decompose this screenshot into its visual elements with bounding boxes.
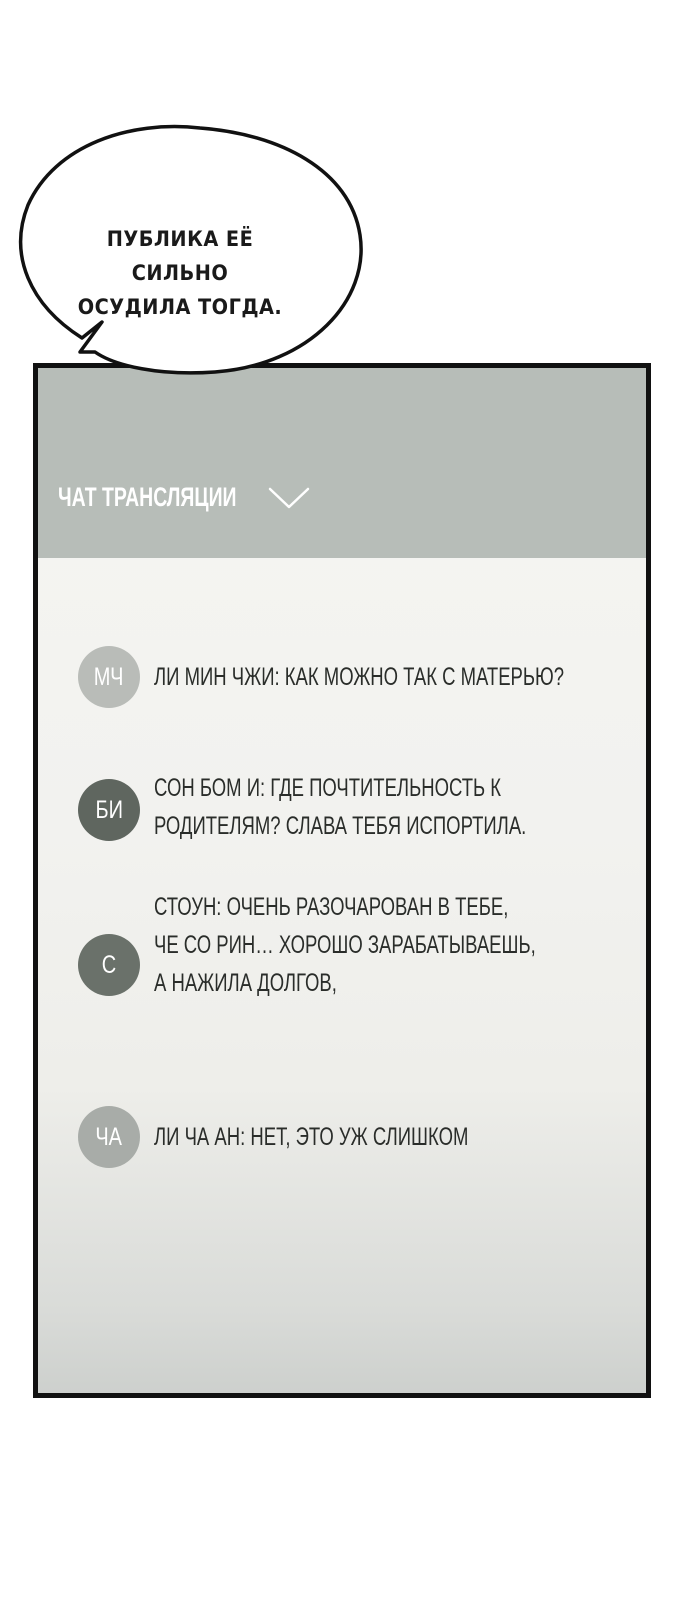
avatar-initials: С (101, 950, 117, 979)
chat-message-line: РОДИТЕЛЯМ? СЛАВА ТЕБЯ ИСПОРТИЛА. (154, 812, 527, 840)
chat-message-line: СОН БОМ И: ГДЕ ПОЧТИТЕЛЬНОСТЬ К (154, 774, 502, 802)
chat-message (78, 774, 651, 845)
chat-message-line: А НАЖИЛА ДОЛГОВ, (154, 969, 337, 997)
chat-header-toggle[interactable] (58, 482, 312, 513)
chat-message (78, 1106, 651, 1168)
chat-message-text (154, 769, 651, 845)
avatar (78, 779, 140, 841)
chat-message-text (154, 1106, 651, 1156)
avatar-initials: БИ (95, 795, 123, 824)
speech-bubble-line: ПУБЛИКА ЕЁ СИЛЬНО (106, 227, 254, 285)
chat-message-text (154, 888, 651, 1002)
chat-message-line: ЛИ ЧА АН: НЕТ, ЭТО УЖ СЛИШКОМ (154, 1123, 469, 1151)
chat-message (78, 646, 651, 708)
chat-message (78, 893, 651, 1002)
speech-bubble-shape (0, 0, 690, 420)
chat-messages (38, 558, 646, 1398)
stream-chat-panel (33, 363, 651, 1398)
avatar-initials: ЧА (95, 1122, 123, 1151)
chat-message-line: СТОУН: ОЧЕНЬ РАЗОЧАРОВАН В ТЕБЕ, (154, 893, 509, 921)
speech-bubble (0, 0, 690, 420)
avatar (78, 934, 140, 996)
avatar (78, 646, 140, 708)
avatar-initials: МЧ (94, 662, 124, 691)
speech-bubble-line: ОСУДИЛА ТОГДА. (77, 295, 283, 319)
chevron-down-icon[interactable] (266, 483, 312, 513)
chat-message-text (154, 646, 651, 696)
chat-message-line: ЛИ МИН ЧЖИ: КАК МОЖНО ТАК С МАТЕРЬЮ? (154, 663, 565, 691)
speech-bubble-text (60, 222, 299, 324)
chat-message-line: ЧЕ СО РИН… ХОРОШО ЗАРАБАТЫВАЕШЬ, (154, 931, 536, 959)
avatar (78, 1106, 140, 1168)
chat-header-title: ЧАТ ТРАНСЛЯЦИИ (58, 482, 237, 512)
